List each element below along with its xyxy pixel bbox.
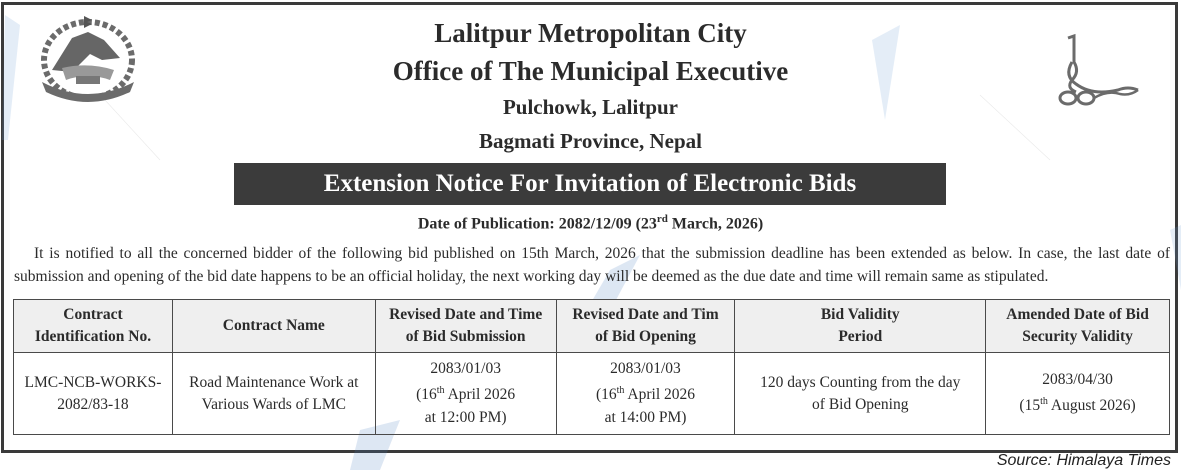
cell-contract-id bbox=[14, 353, 173, 435]
col-opening-date bbox=[556, 300, 735, 353]
cell-text: at 14:00 PM) bbox=[604, 408, 687, 426]
cell-text: 120 days Counting from the day bbox=[760, 373, 961, 391]
address-line-2: Bagmati Province, Nepal bbox=[478, 129, 702, 153]
header-text: Bid Validity bbox=[820, 306, 900, 323]
organization-name: Lalitpur Metropolitan City bbox=[434, 18, 747, 48]
table-row bbox=[14, 353, 1170, 435]
publication-date bbox=[0, 213, 1181, 233]
col-bid-validity bbox=[735, 300, 986, 353]
header-text: Identification No. bbox=[34, 328, 152, 345]
publication-date-prefix: Date of Publication: 2082/12/09 (23 bbox=[417, 215, 657, 233]
notice-body: It is notified to all the concerned bidder of the following bid published on 15th March, 2026 that the submission deadline has been extended as below. In case, the last date of submission and opening of the bid date happens to be an official holiday, the next working day will be deemed as the due date and time will remain same as stipulated. bbox=[14, 245, 1170, 285]
notice-title: Extension Notice For Invitation of Electronic Bids bbox=[234, 163, 946, 205]
header-text: Amended Date of Bid bbox=[1006, 306, 1149, 323]
cell-text: (15 bbox=[1019, 397, 1041, 415]
col-security-validity bbox=[986, 300, 1170, 353]
office-name: Office of The Municipal Executive bbox=[392, 56, 789, 86]
cell-text: April 2026 bbox=[624, 386, 696, 404]
cell-text: 2083/01/03 bbox=[610, 360, 681, 378]
col-submission-date bbox=[375, 300, 556, 353]
ordinal: th bbox=[616, 385, 625, 397]
cell-opening-date bbox=[556, 353, 735, 435]
cell-bid-validity bbox=[735, 353, 986, 435]
publication-date-ordinal: rd bbox=[656, 213, 668, 225]
cell-text: 2082/83-18 bbox=[57, 395, 129, 413]
header-text: Security Validity bbox=[1022, 328, 1133, 345]
bid-extension-table bbox=[13, 299, 1170, 435]
cell-text: of Bid Opening bbox=[812, 395, 909, 413]
cell-text: (16 bbox=[416, 386, 437, 404]
header-text: Revised Date and Tim bbox=[572, 306, 719, 323]
cell-text: (16 bbox=[595, 386, 617, 404]
letterhead bbox=[0, 14, 1181, 158]
header-text: of Bid Opening bbox=[595, 328, 696, 345]
cell-text: at 12:00 PM) bbox=[424, 408, 507, 426]
header-text: Contract Name bbox=[222, 317, 325, 334]
address-line-1: Pulchowk, Lalitpur bbox=[502, 95, 679, 119]
cell-security-validity bbox=[986, 353, 1170, 435]
cell-contract-name bbox=[172, 353, 375, 435]
col-contract-name bbox=[172, 300, 375, 353]
table-header-row bbox=[14, 300, 1170, 353]
cell-text: Various Wards of LMC bbox=[201, 395, 347, 413]
header-text: Period bbox=[838, 328, 883, 345]
ordinal: th bbox=[1040, 396, 1048, 408]
cell-text: August 2026) bbox=[1047, 397, 1136, 415]
cell-text: 2083/04/30 bbox=[1042, 371, 1113, 389]
cell-text: April 2026 bbox=[444, 386, 516, 404]
cell-text: Road Maintenance Work at bbox=[189, 373, 359, 391]
cell-submission-date bbox=[375, 353, 556, 435]
header-text: Revised Date and Time bbox=[389, 306, 543, 323]
col-contract-id bbox=[14, 300, 173, 353]
ordinal: th bbox=[436, 385, 445, 397]
cell-text: LMC-NCB-WORKS- bbox=[24, 373, 162, 391]
header-text: of Bid Submission bbox=[405, 328, 526, 345]
publication-date-suffix: March, 2026) bbox=[667, 215, 764, 233]
header-text: Contract bbox=[63, 306, 123, 323]
cell-text: 2083/01/03 bbox=[430, 360, 501, 378]
source-credit: Source: Himalaya Times bbox=[996, 452, 1171, 469]
